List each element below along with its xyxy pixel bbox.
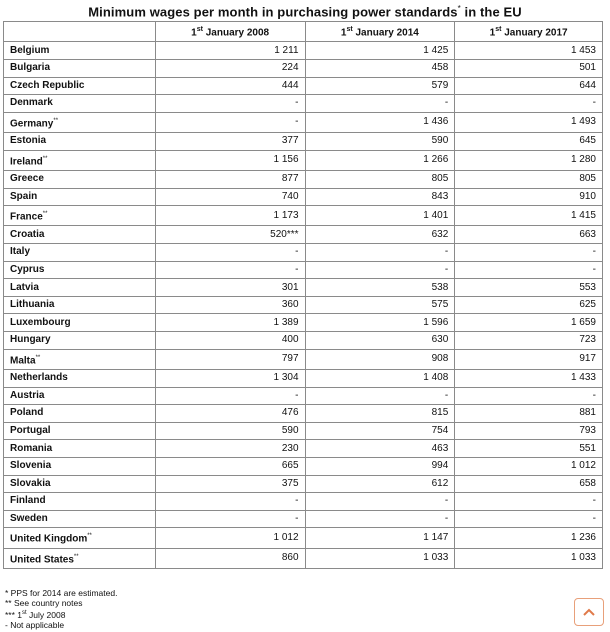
arrow-up-icon	[582, 607, 596, 617]
footnote-not-applicable: - Not applicable	[5, 619, 65, 630]
country-cell: Bulgaria	[4, 59, 156, 77]
value-cell-2008: 590	[155, 422, 305, 440]
value-cell-2008: 860	[155, 548, 305, 568]
footnote-estimated: * PPS for 2014 are estimated.	[5, 588, 118, 598]
value-cell-2014: 1 436	[305, 112, 455, 132]
country-cell: Sweden	[4, 510, 156, 528]
value-cell-2017: 644	[455, 77, 603, 95]
value-cell-2017: 1 493	[455, 112, 603, 132]
country-cell: Austria	[4, 387, 156, 405]
value-cell-2017: 645	[455, 133, 603, 151]
value-cell-2008: 1 156	[155, 150, 305, 170]
footnotes	[5, 588, 117, 630]
value-cell-2014: 908	[305, 349, 455, 369]
value-cell-2008: 230	[155, 440, 305, 458]
header-2008: 1st January 2008	[155, 22, 305, 42]
table-row	[4, 42, 603, 60]
value-cell-2014: 632	[305, 226, 455, 244]
table-row	[4, 226, 603, 244]
table-row	[4, 405, 603, 423]
table-row	[4, 59, 603, 77]
value-cell-2014: -	[305, 493, 455, 511]
table-row	[4, 133, 603, 151]
value-cell-2008: 360	[155, 296, 305, 314]
value-cell-2014: 538	[305, 279, 455, 297]
table-row	[4, 112, 603, 132]
country-cell: Slovakia	[4, 475, 156, 493]
value-cell-2017: 1 453	[455, 42, 603, 60]
value-cell-2017: -	[455, 493, 603, 511]
value-cell-2014: 1 425	[305, 42, 455, 60]
table-row	[4, 261, 603, 279]
value-cell-2017: 1 433	[455, 369, 603, 387]
value-cell-2008: 375	[155, 475, 305, 493]
value-cell-2017: 663	[455, 226, 603, 244]
table-row	[4, 150, 603, 170]
table-row	[4, 475, 603, 493]
value-cell-2017: 553	[455, 279, 603, 297]
table-row	[4, 387, 603, 405]
value-cell-2014: 575	[305, 296, 455, 314]
country-cell: Slovenia	[4, 457, 156, 475]
header-2017: 1st January 2017	[455, 22, 603, 42]
table-row	[4, 422, 603, 440]
value-cell-2014: 579	[305, 77, 455, 95]
country-cell: Latvia	[4, 279, 156, 297]
table-row	[4, 493, 603, 511]
value-cell-2017: -	[455, 387, 603, 405]
country-cell: Croatia	[4, 226, 156, 244]
table-row	[4, 440, 603, 458]
value-cell-2017: 910	[455, 188, 603, 206]
table-row	[4, 170, 603, 188]
header-country	[4, 22, 156, 42]
value-cell-2017: 1 236	[455, 528, 603, 548]
value-cell-2008: 1 012	[155, 528, 305, 548]
value-cell-2008: 1 211	[155, 42, 305, 60]
value-cell-2014: 590	[305, 133, 455, 151]
country-cell: Ireland**	[4, 150, 156, 170]
table-row	[4, 548, 603, 568]
value-cell-2017: -	[455, 95, 603, 113]
value-cell-2014: 630	[305, 332, 455, 350]
value-cell-2017: 1 280	[455, 150, 603, 170]
value-cell-2017: 1 033	[455, 548, 603, 568]
table-row	[4, 457, 603, 475]
country-cell: Luxembourg	[4, 314, 156, 332]
table-row	[4, 77, 603, 95]
value-cell-2017: 501	[455, 59, 603, 77]
value-cell-2014: 805	[305, 170, 455, 188]
value-cell-2014: 612	[305, 475, 455, 493]
country-cell: Netherlands	[4, 369, 156, 387]
value-cell-2008: 1 389	[155, 314, 305, 332]
value-cell-2014: 1 596	[305, 314, 455, 332]
value-cell-2014: 815	[305, 405, 455, 423]
value-cell-2014: 1 147	[305, 528, 455, 548]
value-cell-2014: 994	[305, 457, 455, 475]
value-cell-2008: 740	[155, 188, 305, 206]
value-cell-2014: 843	[305, 188, 455, 206]
minimum-wage-table	[3, 21, 603, 569]
value-cell-2008: 520***	[155, 226, 305, 244]
value-cell-2008: 877	[155, 170, 305, 188]
table-title: Minimum wages per month in purchasing power standards* in the EU	[88, 4, 522, 20]
value-cell-2014: 1 266	[305, 150, 455, 170]
value-cell-2008: -	[155, 510, 305, 528]
country-cell: Greece	[4, 170, 156, 188]
table-row	[4, 279, 603, 297]
country-cell: Cyprus	[4, 261, 156, 279]
table-row	[4, 510, 603, 528]
value-cell-2008: -	[155, 244, 305, 262]
value-cell-2008: -	[155, 95, 305, 113]
value-cell-2017: 658	[455, 475, 603, 493]
value-cell-2017: 881	[455, 405, 603, 423]
value-cell-2008: 224	[155, 59, 305, 77]
value-cell-2017: 723	[455, 332, 603, 350]
value-cell-2017: -	[455, 510, 603, 528]
header-2014: 1st January 2014	[305, 22, 455, 42]
country-cell: United States**	[4, 548, 156, 568]
footnote-july-2008: *** 1st July 2008	[5, 609, 66, 620]
value-cell-2008: 665	[155, 457, 305, 475]
value-cell-2014: -	[305, 387, 455, 405]
value-cell-2008: -	[155, 387, 305, 405]
value-cell-2014: 754	[305, 422, 455, 440]
value-cell-2017: 551	[455, 440, 603, 458]
country-cell: Poland	[4, 405, 156, 423]
country-cell: France**	[4, 206, 156, 226]
table-row	[4, 314, 603, 332]
country-cell: United Kingdom**	[4, 528, 156, 548]
value-cell-2008: -	[155, 112, 305, 132]
country-cell: Finland	[4, 493, 156, 511]
value-cell-2014: -	[305, 510, 455, 528]
table-row	[4, 244, 603, 262]
table-row	[4, 528, 603, 548]
table-row	[4, 296, 603, 314]
value-cell-2014: 463	[305, 440, 455, 458]
value-cell-2008: 301	[155, 279, 305, 297]
country-cell: Lithuania	[4, 296, 156, 314]
value-cell-2014: 458	[305, 59, 455, 77]
value-cell-2008: 797	[155, 349, 305, 369]
value-cell-2008: 400	[155, 332, 305, 350]
value-cell-2017: -	[455, 261, 603, 279]
country-cell: Romania	[4, 440, 156, 458]
value-cell-2014: 1 401	[305, 206, 455, 226]
country-cell: Malta**	[4, 349, 156, 369]
value-cell-2017: 1 659	[455, 314, 603, 332]
value-cell-2017: 1 012	[455, 457, 603, 475]
footnote-country-notes: ** See country notes	[5, 598, 83, 608]
country-cell: Belgium	[4, 42, 156, 60]
value-cell-2008: 377	[155, 133, 305, 151]
table-row	[4, 206, 603, 226]
table-header-row	[4, 22, 603, 42]
country-cell: Italy	[4, 244, 156, 262]
scroll-to-top-button[interactable]	[574, 598, 604, 626]
country-cell: Czech Republic	[4, 77, 156, 95]
value-cell-2008: 444	[155, 77, 305, 95]
value-cell-2017: 625	[455, 296, 603, 314]
country-cell: Germany**	[4, 112, 156, 132]
value-cell-2008: 1 173	[155, 206, 305, 226]
value-cell-2014: 1 033	[305, 548, 455, 568]
value-cell-2014: 1 408	[305, 369, 455, 387]
value-cell-2014: -	[305, 95, 455, 113]
country-cell: Spain	[4, 188, 156, 206]
value-cell-2017: 793	[455, 422, 603, 440]
value-cell-2017: 917	[455, 349, 603, 369]
table-row	[4, 369, 603, 387]
country-cell: Denmark	[4, 95, 156, 113]
country-cell: Portugal	[4, 422, 156, 440]
value-cell-2008: 1 304	[155, 369, 305, 387]
table-row	[4, 332, 603, 350]
table-row	[4, 95, 603, 113]
value-cell-2008: 476	[155, 405, 305, 423]
table-row	[4, 188, 603, 206]
country-cell: Estonia	[4, 133, 156, 151]
country-cell: Hungary	[4, 332, 156, 350]
value-cell-2017: -	[455, 244, 603, 262]
value-cell-2014: -	[305, 261, 455, 279]
value-cell-2014: -	[305, 244, 455, 262]
value-cell-2008: -	[155, 261, 305, 279]
table-row	[4, 349, 603, 369]
value-cell-2017: 805	[455, 170, 603, 188]
value-cell-2008: -	[155, 493, 305, 511]
value-cell-2017: 1 415	[455, 206, 603, 226]
